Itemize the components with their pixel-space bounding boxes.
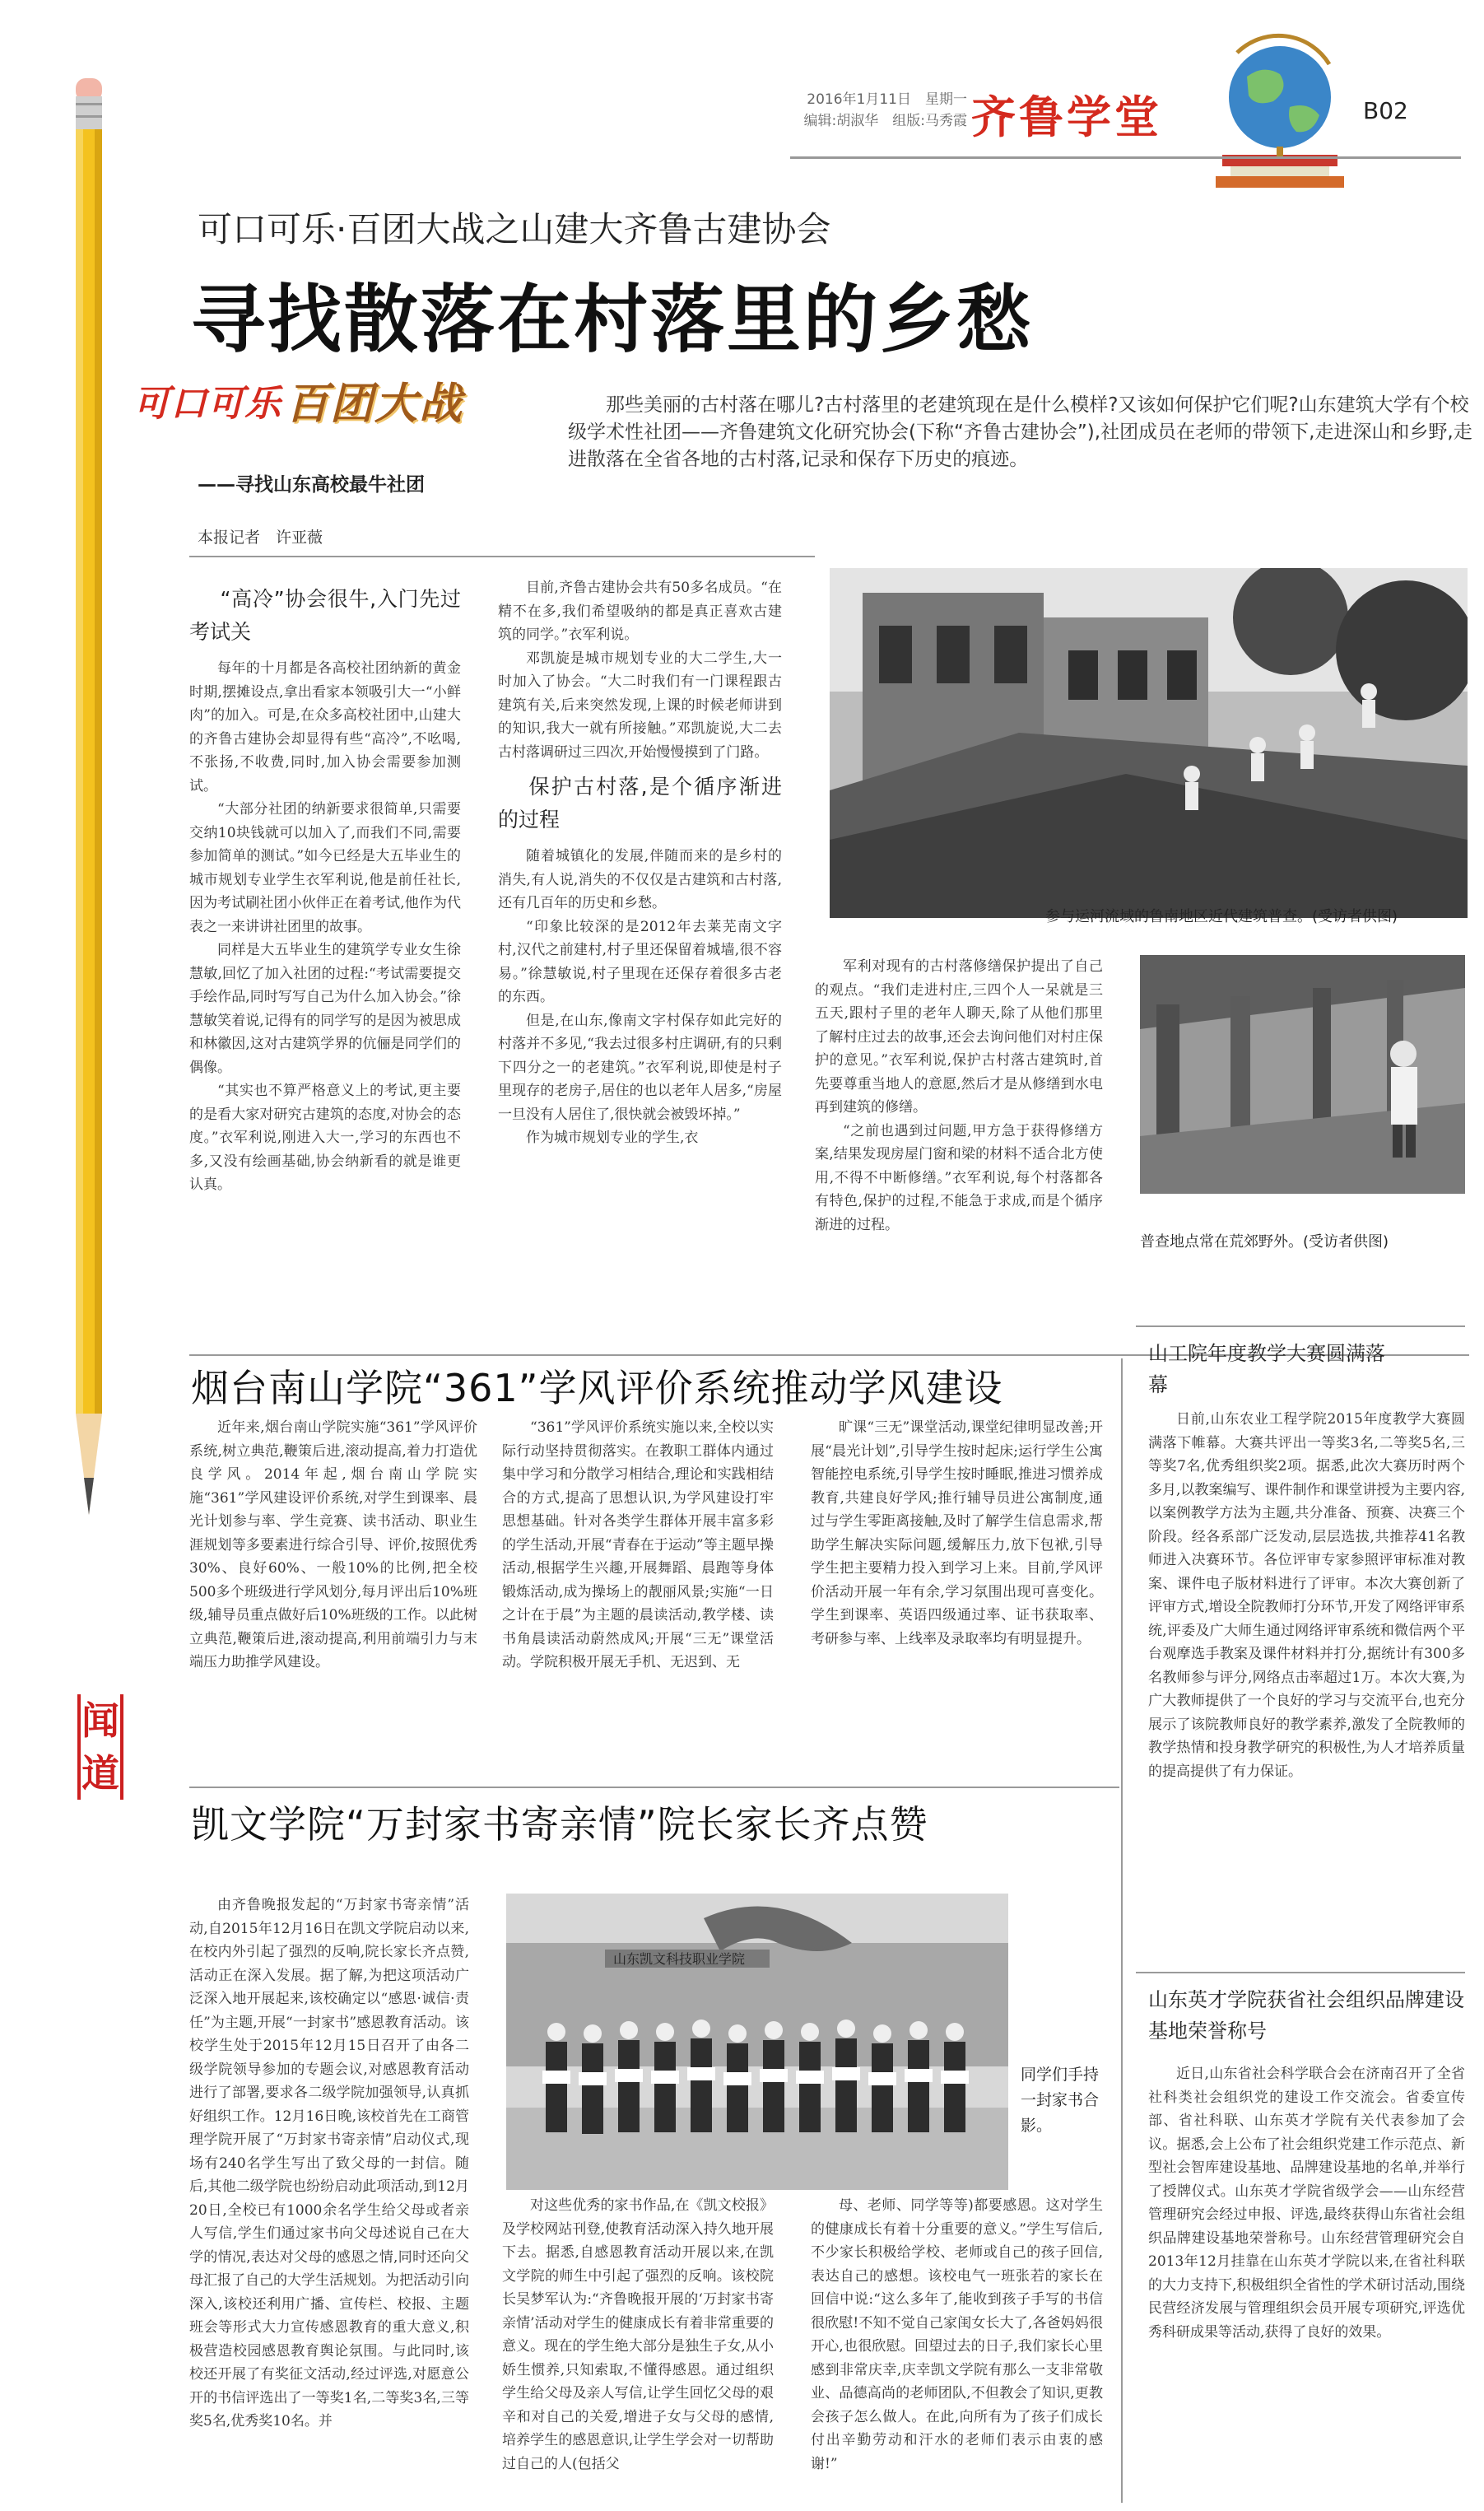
story3-column-1 <box>189 1894 469 2503</box>
photo-ruins-caption: 参与运河流域的鲁南地区近代建筑普查。(受访者供图) <box>1045 908 1398 925</box>
page-number: B02 <box>1363 97 1408 124</box>
section-rule <box>189 1787 1119 1788</box>
lead-paragraph: “大部分社团的纳新要求很简单,只需要交纳10块钱就可以加入了,而我们不同,需要参加简单的测试。”如今已经是大五毕业生的城市规划专业学生衣军利说,他是前任社长,因为考试刷社团小伙伴正在着考试,他作为代表之一来讲讲社团里的故事。 <box>189 801 461 935</box>
photo-wilderness-caption: 普查地点常在荒郊野外。(受访者供图) <box>1140 1233 1389 1251</box>
photo-wilderness <box>1140 955 1465 1194</box>
photo-letters-image <box>506 1894 1008 2190</box>
lead-paragraph: 但是,在山东,像南文字村保存如此完好的村落并不多见,“我去过很多村庄调研,有的只剩下四分之一的老建筑。”衣军利说,即使是村子里现存的老房子,居住的也以老年人居多,“房屋一旦没有人居住了,很快就会被毁坏掉。” <box>498 1012 782 1123</box>
lead-paragraph: “其实也不算严格意义上的考试,更主要的是看大家对研究古建筑的态度,对协会的态度。”衣军利说,刚进入大一,学习的东西也不多,又没有绘画基础,协会纳新看的就是谁更认真。 <box>189 1083 461 1193</box>
sidebar-rule <box>1136 1325 1465 1327</box>
campaign-tagline: ——寻找山东高校最牛社团 <box>198 474 425 496</box>
lead-paragraph: “之前也遇到过问题,甲方急于获得修缮方案,结果发现房屋门窗和梁的材料不适合北方使用,不得不中断修缮。”衣军利说,每个村落都各有特色,保护的过程,不能急于求成,而是个循序渐进的过程。 <box>815 1122 1103 1233</box>
section-side-stamp: 闻道 <box>77 1694 123 1800</box>
column-divider <box>1121 1358 1123 2503</box>
header-editor: 编辑:胡淑华 组版:马秀霞 <box>803 113 967 129</box>
photo-banner-sign: 山东凯文科技职业学院 <box>613 1951 746 1967</box>
campaign-logo <box>133 369 479 447</box>
story2-paragraph: 旷课“三无”课堂活动,课堂纪律明显改善;开展“晨光计划”,引导学生按时起床;运行学生公寓智能控电系统,引导学生按时睡眠,推进习惯养成教育,共建良好学风;推行辅导员进公寓制度,通过与学生零距离接触,及时了解学生信息需求,帮助学生解决实际问题,缓解压力,放下包袱,引导学生把主要精力投入到学习上来。目前,学风评价活动开展一年有余,学习氛围出现可喜变化。学生到课率、英语四级通过率、证书获取率、考研参与率、上线率及录取率均有明显提升。 <box>811 1419 1103 1647</box>
sidebar-rule <box>1136 1972 1465 1973</box>
lead-subhead-1: “高冷”协会很牛,入门先过考试关 <box>189 587 461 644</box>
photo-letters-caption: 同学们手持一封家书合影。 <box>1021 2066 1100 2135</box>
lead-paragraph: 邓凯旋是城市规划专业的大二学生,大一时加入了协会。“大二时我们有一门课程跟古建筑有关,后来突然发现,上课的时候老师讲到的知识,我大一就有所接触。”邓凯旋说,大二去古村落调研过三四次,开始慢慢摸到了门路。 <box>498 650 782 761</box>
lead-paragraph: 随着城镇化的发展,伴随而来的是乡村的消失,有人说,消失的不仅仅是古建筑和古村落,还有几百年的历史和乡愁。 <box>498 848 782 911</box>
lead-subhead-2: 保护古村落,是个循序渐进的过程 <box>498 775 782 832</box>
lead-kicker: 可口可乐·百团大战之山建大齐鲁古建协会 <box>198 209 831 249</box>
story2-headline: 烟台南山学院“361”学风评价系统推动学风建设 <box>191 1366 1003 1410</box>
byline: 本报记者 许亚薇 <box>198 529 323 547</box>
lead-column-2 <box>498 576 782 1342</box>
lead-paragraph: “印象比较深的是2012年去莱芜南文字村,汉代之前建村,村子里还保留着城墙,很不容易。”徐慧敏说,村子里现在还保存着很多古老的东西。 <box>498 918 782 1005</box>
section-title: 齐鲁学堂 <box>971 91 1162 143</box>
story3-column-2 <box>502 2194 774 2503</box>
header-rule <box>790 156 1461 159</box>
lead-paragraph: 目前,齐鲁古建协会共有50多名成员。“在精不在多,我们希望吸纳的都是真正喜欢古建筑的同学。”衣军利说。 <box>498 580 782 643</box>
header-meta <box>790 89 967 132</box>
story2-paragraph: “361”学风评价系统实施以来,全校以实际行动坚持贯彻落实。在教职工群体内通过集中学习和分散学习相结合,理论和实践相结合的方式,提高了思想认识,为学风建设打牢思想基础。针对各类学生群体开展丰富多彩的学生活动,开展“青春在于运动”等主题早操活动,根据学生兴趣,开展舞蹈、晨跑等身体锻炼活动,成为操场上的靓丽风景;实施“一日之计在于晨”为主题的晨读活动,教学楼、读书角晨读活动蔚然成风;开展“三无”课堂活动。学院积极开展无手机、无迟到、无 <box>502 1419 774 1670</box>
campaign-logo-brand: 可口可乐 <box>133 383 281 425</box>
story3-paragraph: 由齐鲁晚报发起的“万封家书寄亲情”活动,自2015年12月16日在凯文学院启动以来,在校内外引起了强烈的反响,院长家长齐点赞,活动正在深入发展。据了解,为把这项活动广泛深入地开展起来,该校确定以“感恩·诚信·责任”为主题,开展“一封家书”感恩教育活动。该校学生处于2015年12月15日召开了由各二级学院领导参加的专题会议,对感恩教育活动进行了部署,要求各二级学院加强领导,认真抓好组织工作。12月16日晚,该校首先在工商管理学院开展了“万封家书寄亲情”启动仪式,现场有240名学生写出了致父母的一封信。随后,其他二级学院也纷纷启动此项活动,到12月20日,全校已有1000余名学生给父母或者亲人写信,学生们通过家书向父母述说自己在大学的情况,表达对父母的感恩之情,同时还向父母汇报了自己的大学生活规划。为把活动引向深入,该校还利用广播、宣传栏、校报、主题班会等形式大力宣传感恩教育的重大意义,积极营造校园感恩教育舆论氛围。与此同时,该校还开展了有奖征文活动,经过评选,对愿意公开的书信评选出了一等奖1名,二等奖3名,三等奖5名,优秀奖10名。并 <box>189 1897 469 2429</box>
campaign-logo-title: 百团大战 <box>286 379 464 429</box>
sidebar-item1-title: 山工院年度教学大赛圆满落幕 <box>1148 1342 1385 1396</box>
story3-headline: 凯文学院“万封家书寄亲情”院长家长齐点赞 <box>191 1802 928 1847</box>
lead-column-1 <box>189 576 461 1342</box>
photo-wilderness-image <box>1140 955 1465 1194</box>
photo-letters-group <box>506 1894 1008 2190</box>
lead-headline: 寻找散落在村落里的乡愁 <box>191 277 1033 363</box>
story3-column-3 <box>811 2194 1103 2503</box>
lead-paragraph: 军利对现有的古村落修缮保护提出了自己的观点。“我们走进村庄,三四个人一呆就是三五天,跟村子里的老年人聊天,除了从他们那里了解村庄过去的故事,还会去询问他们对村庄保护的意见。”衣军利说,保护古村落古建筑时,首先要尊重当地人的意愿,然后才是从修缮到水电再到建筑的修缮。 <box>815 958 1103 1116</box>
header-date: 2016年1月11日 星期一 <box>807 91 967 108</box>
pencil-decoration <box>72 78 105 1523</box>
sidebar-item2-body <box>1148 2062 1465 2503</box>
story2-column-3 <box>811 1416 1103 1778</box>
globe-icon <box>1198 31 1362 196</box>
photo-ruins-survey <box>830 568 1468 918</box>
story3-paragraph: 对这些优秀的家书作品,在《凯文校报》及学校网站刊登,使教育活动深入持久地开展下去。据悉,自感恩教育活动开展以来,在凯文学院的师生中引起了强烈的反响。该校院长吴梦军认为:“齐鲁晚报开展的‘万封家书寄亲情’活动对学生的健康成长有着非常重要的意义。现在的学生绝大部分是独生子女,从小娇生惯养,只知索取,不懂得感恩。通过组织学生给父母及亲人写信,让学生回忆父母的艰辛和对自己的关爱,增进子女与父母的感情,培养学生的感恩意识,让学生学会对一切帮助过自己的人(包括父 <box>502 2197 774 2472</box>
sidebar-item2-title: 山东英才学院获省社会组织品牌建设基地荣誉称号 <box>1148 1988 1464 2043</box>
sidebar-paragraph: 日前,山东农业工程学院2015年度教学大赛圆满落下帷幕。大赛共评出一等奖3名,二等奖5名,三等奖7名,优秀组织奖2项。据悉,此次大赛历时两个多月,以教案编写、课件制作和课堂讲授为主要内容,以案例教学方法为主题,共分准备、预赛、决赛三个阶段。经各系部广泛发动,层层选拔,共推荐41名教师进入决赛环节。各位评审专家参照评审标准对教案、课件电子版材料进行了评审。本次大赛创新了评审方式,增设全院教师打分环节,开发了网络评审系统,评委及广大师生通过网络评审系统和微信两个平台观摩选手教案及课件材料并打分,据统计有300多名教师参与评分,网络点击率超过1万。本次大赛,为广大教师提供了一个良好的学习与交流平台,也充分展示了该院教师良好的教学素养,激发了全院教师的教学热情和投身教学研究的积极性,为人才培养质量的提高提供了有力保证。 <box>1148 1411 1465 1780</box>
story2-paragraph: 近年来,烟台南山学院实施“361”学风评价系统,树立典范,鞭策后进,滚动提高,着力打造优良学风。2014年起,烟台南山学院实施“361”学风建设评价系统,对学生到课率、晨光计划参与率、学生竞赛、读书活动、职业生涯规划等多要素进行综合引导、评价,按照优秀30%、良好60%、一般10%的比例,把全校500多个班级进行学风划分,每月评出后10%班级,辅导员重点做好后10%班级的工作。以此树立典范,鞭策后进,滚动提高,利用前端引力与末端压力助推学风建设。 <box>189 1419 477 1670</box>
lead-intro: 那些美丽的古村落在哪儿?古村落里的老建筑现在是什么模样?又该如何保护它们呢?山东建筑大学有个校级学术性社团——齐鲁建筑文化研究协会(下称“齐鲁古建协会”),社团成员在老师的带领下,走进深山和乡野,走进散落在全省各地的古村落,记录和保存下历史的痕迹。 <box>568 394 1472 470</box>
lead-paragraph: 每年的十月都是各高校社团纳新的黄金时期,摆摊设点,拿出看家本领吸引大一“小鲜肉”的加入。可是,在众多高校社团中,山建大的齐鲁古建协会却显得有些“高冷”,不吆喝,不张扬,不收费,同时,加入协会需要参加测试。 <box>189 660 461 794</box>
photo-ruins-image <box>830 568 1468 918</box>
lead-column-3 <box>815 955 1103 1342</box>
sidebar-item1-body <box>1148 1408 1465 1984</box>
sidebar-paragraph: 近日,山东省社会科学联合会在济南召开了全省社科类社会组织党的建设工作交流会。省委宣传部、省社科联、山东英才学院有关代表参加了会议。据悉,会上公布了社会组织党建工作示范点、新型社会智库建设基地、品牌建设基地的名单,并举行了授牌仪式。山东英才学院省级学会——山东经营管理研究会经过申报、评选,最终获得山东省社会组织品牌建设基地荣誉称号。山东经营管理研究会自2013年12月挂靠在山东英才学院以来,在省社科联的大力支持下,积极组织全省性的学术研讨活动,围绕民营经济发展与管理组织会员开展专项研究,评选优秀科研成果等活动,获得了良好的效果。 <box>1148 2066 1465 2341</box>
story2-column-1 <box>189 1416 477 1778</box>
lead-paragraph: 作为城市规划专业的学生,衣 <box>526 1130 699 1146</box>
story3-paragraph: 母、老师、同学等等)都要感恩。这对学生的健康成长有着十分重要的意义。”学生写信后,不少家长积极给学校、老师或自己的孩子回信,表达自己的感想。该校电气一班张若的家长在回信中说:“这么多年了,能收到孩子手写的书信很欣慰!不知不觉自己家闺女长大了,各爸妈妈很开心,也很欣慰。回望过去的日子,我们家长心里感到非常庆幸,庆幸凯文学院有那么一支非常敬业、品德高尚的老师团队,不但教会了知识,更教会孩子怎么做人。在此,向所有为了孩子们成长付出辛勤劳动和汗水的老师们表示由衷的感谢!” <box>811 2197 1103 2472</box>
lead-paragraph: 同样是大五毕业生的建筑学专业女生徐慧敏,回忆了加入社团的过程:“考试需要提交手绘作品,同时写写自己为什么加入协会。”徐慧敏笑着说,记得有的同学写的是因为被思成和林徽因,这对古建筑学界的伉俪是同学们的偶像。 <box>189 942 461 1076</box>
byline-rule <box>189 556 815 557</box>
story2-column-2 <box>502 1416 774 1778</box>
